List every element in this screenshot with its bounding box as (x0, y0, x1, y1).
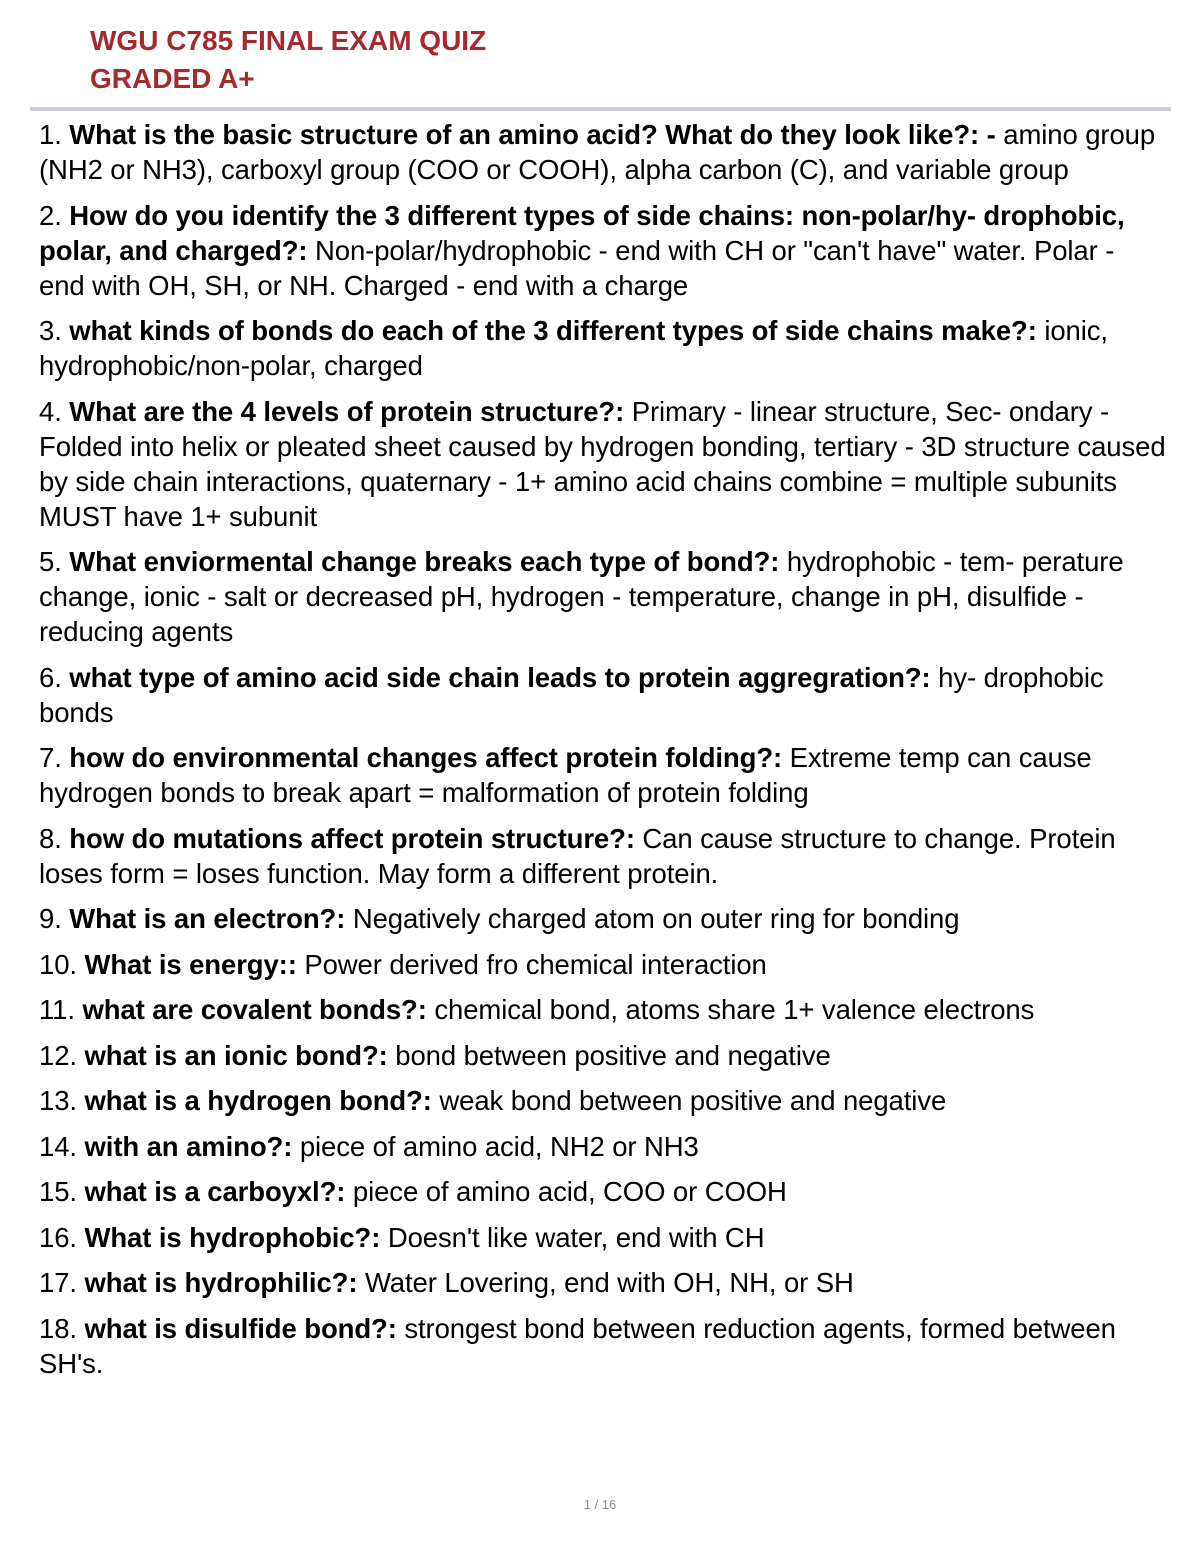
qa-question: how do mutations affect protein structure?: (69, 822, 635, 854)
qa-item (39, 394, 1167, 534)
qa-item (39, 740, 1167, 810)
qa-item (39, 313, 1167, 383)
qa-number: 6. (39, 661, 62, 693)
qa-number: 16. (39, 1221, 77, 1253)
qa-number: 9. (39, 903, 62, 934)
qa-answer: Water Lovering, end with OH, NH, or SH (364, 1267, 854, 1298)
title-line-1: WGU C785 FINAL EXAM QUIZ (90, 25, 487, 56)
qa-number: 4. (39, 395, 62, 427)
qa-item (39, 1174, 1167, 1209)
qa-item (39, 660, 1167, 730)
qa-answer: hy- drophobic bonds (39, 661, 1104, 728)
qa-question: what is a carboyxl?: (84, 1176, 346, 1207)
qa-number: 18. (39, 1312, 77, 1344)
document-title (90, 22, 486, 98)
qa-number: 15. (39, 1176, 77, 1207)
qa-number: 8. (39, 822, 62, 854)
qa-item (39, 992, 1167, 1027)
qa-number: 11. (39, 994, 75, 1025)
qa-item (39, 1038, 1167, 1073)
qa-answer: ionic, hydrophobic/non-polar, charged (39, 315, 1108, 381)
qa-answer: weak bond between positive and negative (439, 1085, 947, 1116)
qa-answer: Doesn't like water, end with CH (387, 1221, 765, 1253)
qa-question: What is an electron?: (69, 903, 346, 934)
qa-answer: strongest bond between reduction agents, formed between SH's. (39, 1312, 1116, 1379)
qa-question: with an amino?: (84, 1130, 293, 1162)
qa-question: what is disulfide bond?: (84, 1312, 397, 1344)
qa-answer: hydrophobic - tem- perature change, ionic - salt or decreased pH, hydrogen - temperature, change in pH, disulfide - reducing agents (39, 546, 1124, 647)
qa-item (39, 821, 1167, 891)
qa-answer: Extreme temp can cause hydrogen bonds to break apart = malformation of protein folding (39, 742, 1092, 808)
qa-question: what is hydrophilic?: (84, 1267, 358, 1298)
qa-item (39, 198, 1167, 303)
qa-question: What is the basic structure of an amino acid? What do they look like?: - (69, 119, 996, 150)
qa-question: What is energy:: (84, 948, 297, 980)
qa-question: what type of amino acid side chain leads to protein aggregration?: (69, 661, 931, 693)
qa-question: What are the 4 levels of protein structure?: (69, 395, 625, 427)
qa-question: what is an ionic bond?: (84, 1039, 388, 1071)
qa-item (39, 117, 1167, 187)
page-indicator: 1 / 16 (583, 1497, 617, 1512)
qa-item (39, 1265, 1167, 1300)
qa-number: 7. (39, 742, 62, 773)
qa-answer: Negatively charged atom on outer ring for bonding (352, 903, 960, 934)
qa-item (39, 1311, 1167, 1381)
qa-item (39, 544, 1167, 649)
qa-answer: Can cause structure to change. Protein loses form = loses function. May form a different protein. (39, 822, 1116, 889)
qa-question: What enviormental change breaks each type of bond?: (69, 546, 780, 577)
qa-question: What is hydrophobic?: (84, 1221, 381, 1253)
qa-answer: chemical bond, atoms share 1+ valence electrons (434, 994, 1035, 1025)
qa-answer: amino group (NH2 or NH3), carboxyl group (COO or COOH), alpha carbon (C), and variable group (39, 119, 1156, 185)
qa-number: 13. (39, 1085, 77, 1116)
qa-number: 3. (39, 315, 62, 346)
qa-item (39, 1220, 1167, 1255)
qa-number: 10. (39, 948, 77, 980)
qa-question: How do you identify the 3 different types of side chains: non-polar/hy- drophobic, polar, and charged?: (39, 199, 1125, 266)
qa-number: 2. (39, 199, 62, 231)
qa-question: what is a hydrogen bond?: (84, 1085, 432, 1116)
qa-answer: Non-polar/hydrophobic - end with CH or "can't have" water. Polar - end with OH, SH, or NH. Charged - end with a charge (39, 234, 1115, 301)
qa-number: 12. (39, 1039, 77, 1071)
qa-item (39, 1129, 1167, 1164)
title-divider (30, 107, 1171, 111)
qa-answer: piece of amino acid, NH2 or NH3 (299, 1130, 699, 1162)
qa-number: 5. (39, 546, 62, 577)
qa-question: how do environmental changes affect protein folding?: (69, 742, 783, 773)
qa-item (39, 901, 1167, 936)
question-list (39, 117, 1167, 1391)
qa-answer: Power derived fro chemical interaction (304, 948, 767, 980)
title-line-2: GRADED A+ (90, 63, 255, 94)
qa-question: what are covalent bonds?: (82, 994, 427, 1025)
qa-answer: Primary - linear structure, Sec- ondary - Folded into helix or pleated sheet caused by hydrogen bonding, tertiary - 3D structure caused by side chain interactions, quaternary - 1+ amino acid chains combine = multiple subunits MUST have 1+ subunit (39, 395, 1166, 532)
qa-number: 14. (39, 1130, 77, 1162)
qa-answer: piece of amino acid, COO or COOH (352, 1176, 787, 1207)
qa-item (39, 1083, 1167, 1118)
qa-number: 1. (39, 119, 62, 150)
qa-question: what kinds of bonds do each of the 3 different types of side chains make?: (69, 315, 1037, 346)
qa-answer: bond between positive and negative (395, 1039, 831, 1071)
qa-item (39, 947, 1167, 982)
qa-number: 17. (39, 1267, 77, 1298)
